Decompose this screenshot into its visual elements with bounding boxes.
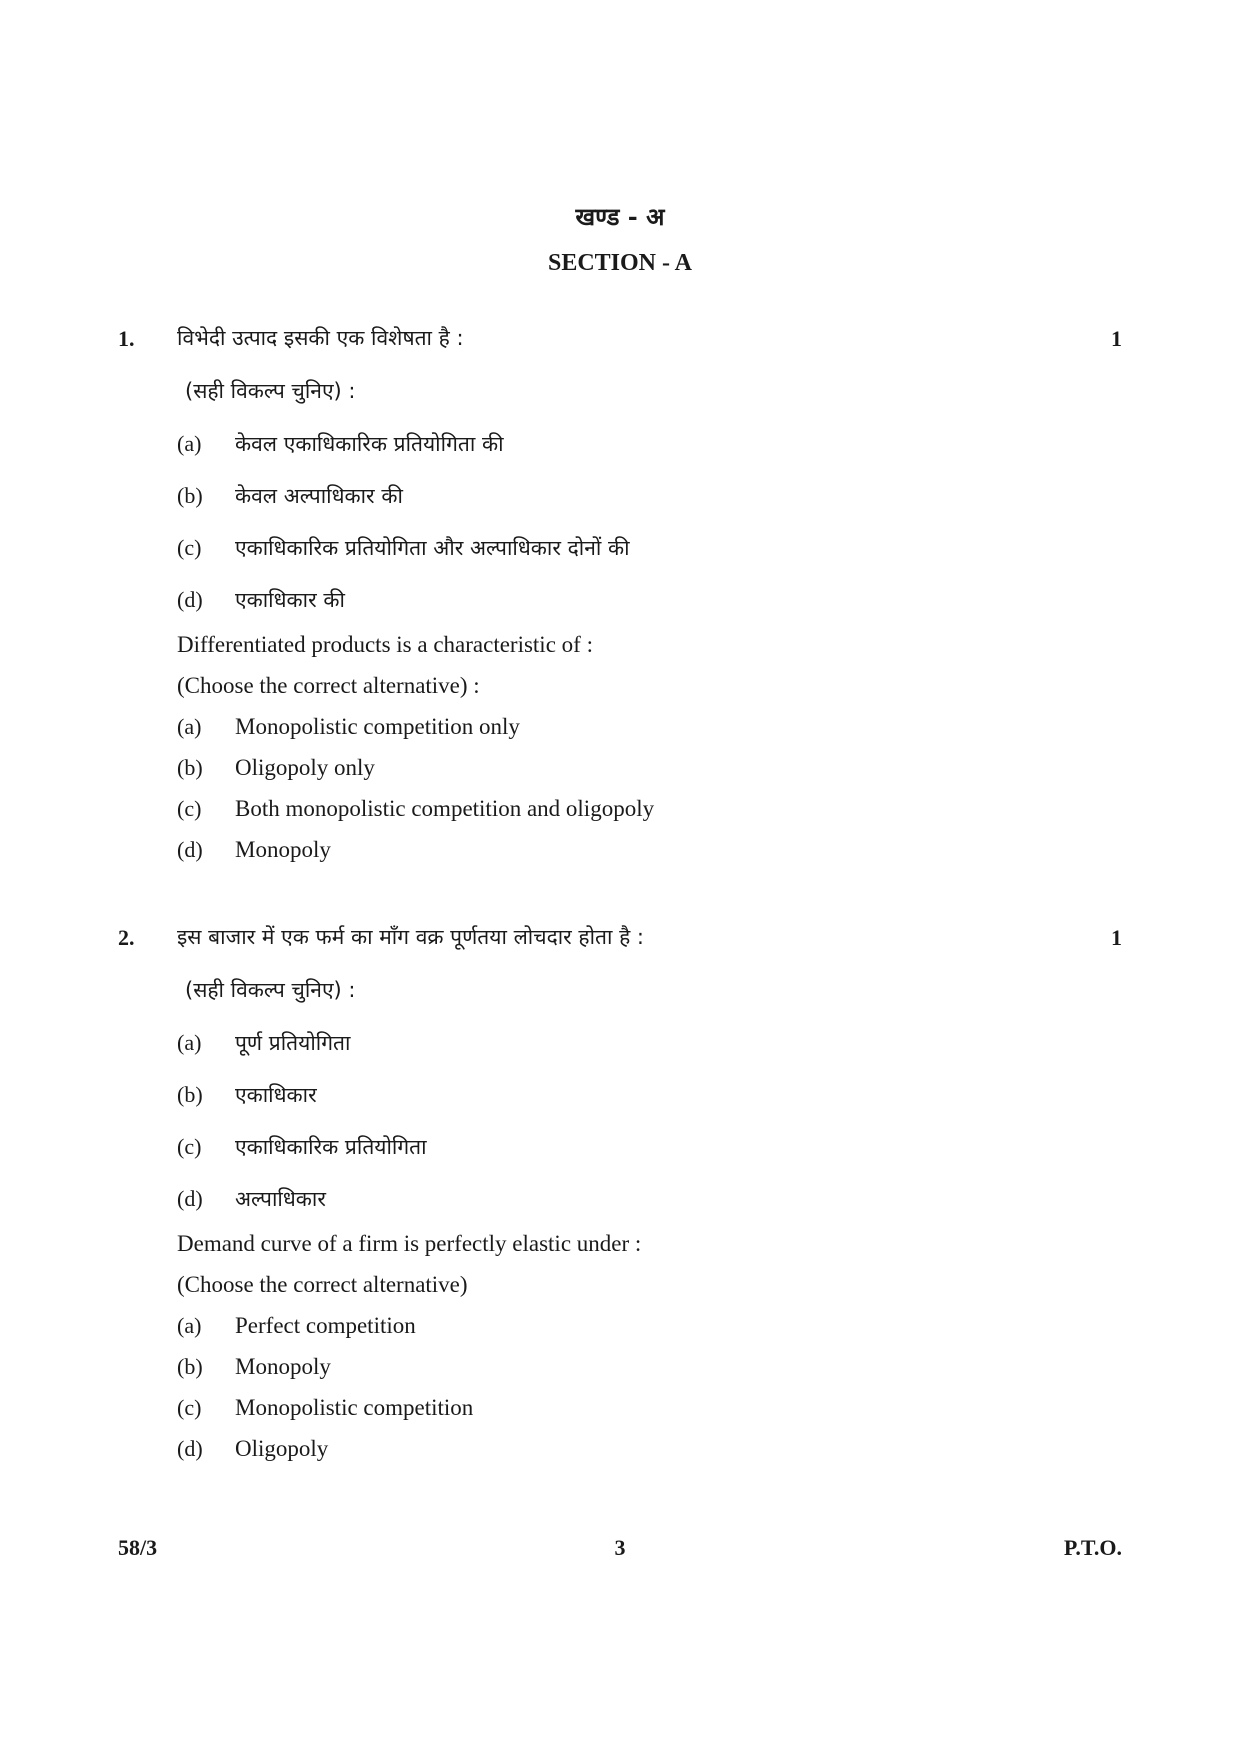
option-text: Oligopoly only	[235, 755, 375, 780]
question-2-stem-english: Demand curve of a firm is perfectly elastic under :	[177, 1231, 642, 1256]
question-2-option-english	[177, 1354, 331, 1380]
question-1-option-hindi	[177, 482, 403, 510]
option-label: (d)	[177, 1186, 203, 1211]
section-heading-hindi: खण्ड - अ	[575, 202, 665, 231]
option-text: एकाधिकारिक प्रतियोगिता और अल्पाधिकार दोनों की	[235, 536, 630, 560]
option-text: Oligopoly	[235, 1436, 329, 1461]
question-1-option-hindi	[177, 586, 345, 614]
option-label: (c)	[177, 535, 202, 560]
option-label: (d)	[177, 587, 203, 612]
question-2-option-english	[177, 1313, 416, 1339]
question-2-marks: 1	[1111, 925, 1122, 950]
question-1-stem-hindi: विभेदी उत्पाद इसकी एक विशेषता है :	[177, 326, 464, 350]
question-2-instruction-hindi: (सही विकल्प चुनिए) :	[185, 978, 356, 1002]
option-label: (c)	[177, 796, 202, 821]
option-label: (d)	[177, 837, 203, 862]
option-label: (c)	[177, 1134, 202, 1159]
option-text: Monopolistic competition only	[235, 714, 520, 739]
please-turn-over: P.T.O.	[1063, 1535, 1122, 1560]
option-text: एकाधिकार की	[235, 588, 345, 612]
question-1-option-hindi	[177, 430, 504, 458]
question-1-instruction-english: (Choose the correct alternative) :	[177, 673, 480, 698]
paper-code: 58/3	[118, 1535, 158, 1560]
question-1-option-hindi	[177, 534, 630, 562]
question-1-number: 1.	[118, 326, 135, 351]
option-text: अल्पाधिकार	[235, 1187, 326, 1211]
option-text: Both monopolistic competition and oligopoly	[235, 796, 655, 821]
option-label: (c)	[177, 1395, 202, 1420]
option-label: (a)	[177, 1030, 202, 1055]
option-label: (b)	[177, 755, 203, 780]
option-text: Monopoly	[235, 1354, 331, 1379]
question-2-option-english	[177, 1395, 473, 1421]
question-2-option-hindi	[177, 1185, 326, 1213]
question-1-stem-english: Differentiated products is a characteristic of :	[177, 632, 593, 657]
option-label: (d)	[177, 1436, 203, 1461]
question-2-option-hindi	[177, 1029, 350, 1057]
question-2-option-english	[177, 1436, 328, 1462]
option-label: (b)	[177, 1354, 203, 1379]
question-2-instruction-english: (Choose the correct alternative)	[177, 1272, 468, 1297]
option-text: केवल अल्पाधिकार की	[235, 484, 403, 508]
option-label: (a)	[177, 431, 202, 456]
question-2-stem-hindi: इस बाजार में एक फर्म का माँग वक्र पूर्णतया लोचदार होता है :	[177, 925, 645, 949]
option-label: (a)	[177, 1313, 202, 1338]
section-heading-english: SECTION - A	[547, 250, 693, 276]
page-number: 3	[614, 1535, 626, 1560]
question-1-marks: 1	[1111, 326, 1122, 351]
option-text: एकाधिकार	[235, 1083, 317, 1107]
question-1-option-english	[177, 796, 654, 822]
option-label: (a)	[177, 714, 202, 739]
option-label: (b)	[177, 1082, 203, 1107]
option-text: केवल एकाधिकारिक प्रतियोगिता की	[235, 432, 504, 456]
question-2-option-hindi	[177, 1081, 317, 1109]
option-text: Perfect competition	[235, 1313, 416, 1338]
option-text: एकाधिकारिक प्रतियोगिता	[235, 1135, 427, 1159]
question-1-instruction-hindi: (सही विकल्प चुनिए) :	[185, 379, 356, 403]
option-text: Monopoly	[235, 837, 331, 862]
question-2-number: 2.	[118, 925, 135, 950]
question-2-option-hindi	[177, 1133, 427, 1161]
option-label: (b)	[177, 483, 203, 508]
question-1-option-english	[177, 714, 520, 740]
question-1-option-english	[177, 837, 331, 863]
question-1-option-english	[177, 755, 375, 781]
option-text: Monopolistic competition	[235, 1395, 474, 1420]
option-text: पूर्ण प्रतियोगिता	[235, 1031, 351, 1055]
